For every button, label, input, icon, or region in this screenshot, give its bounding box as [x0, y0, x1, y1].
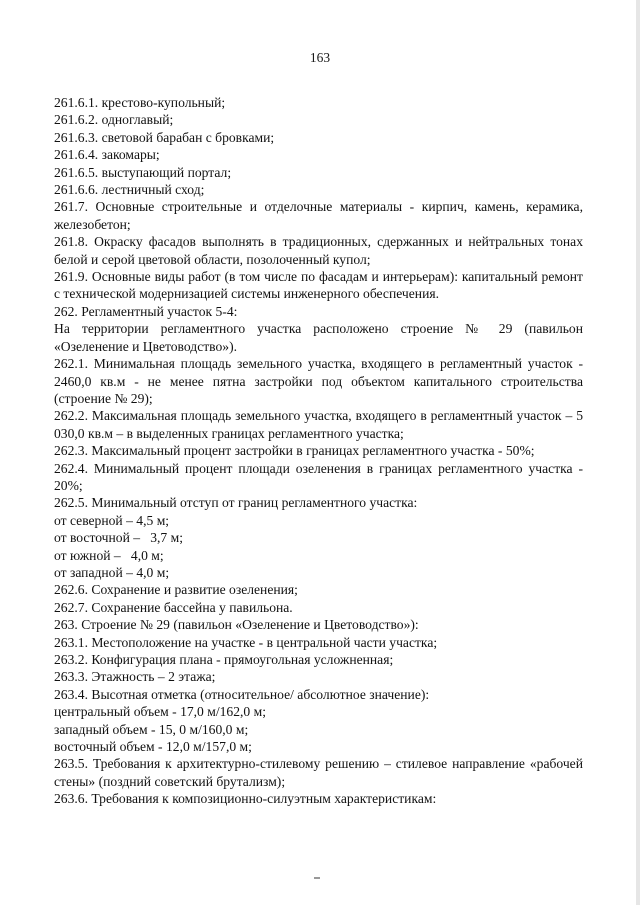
paragraph: 261.7. Основные строительные и отделочные материалы - кирпич, камень, керамика, железобетон; [54, 199, 583, 232]
paragraph: На территории регламентного участка расположено строение № 29 (павильон «Озеленение и Цветоводство»). [54, 321, 583, 354]
paragraph: 261.6.1. крестово-купольный; [54, 95, 226, 110]
paragraph: 261.8. Окраску фасадов выполнять в традиционных, сдержанных и нейтральных тонах белой и серой цветовой области, позолоченный купол; [54, 234, 583, 267]
paragraph: 262.4. Минимальный процент площади озеленения в границах регламентного участка - 20%; [54, 460, 583, 493]
paragraph: 262.3. Максимальный процент застройки в границах регламентного участка - 50%; [54, 443, 535, 459]
paragraph: 263.2. Конфигурация плана - прямоугольная усложненная; [54, 652, 394, 667]
paragraph: 263.4. Высотная отметка (относительное/ абсолютное значение): [54, 686, 430, 702]
paragraph: 262.5. Минимальный отступ от границ регламентного участка: [54, 495, 418, 511]
paragraph: 261.6.6. лестничный сход; [54, 182, 205, 198]
scan-edge-shadow [636, 0, 640, 905]
paragraph: 262.2. Максимальная площадь земельного участка, входящего в регламентный участок – 5 030,0 кв.м – в выделенных границах регламентного участка; [54, 408, 583, 441]
page-number: 163 [309, 50, 331, 65]
paragraph: 261.6.4. закомары; [54, 147, 160, 163]
paragraph: западный объем - 15, 0 м/160,0 м; [54, 721, 249, 737]
paragraph: 263. Строение № 29 (павильон «Озеленение и Цветоводство»): [54, 617, 419, 633]
paragraph: 261.6.3. световой барабан с бровками; [54, 129, 275, 145]
paragraph: 261.6.5. выступающий портал; [54, 164, 232, 180]
paragraph: от восточной – 3,7 м; [54, 530, 184, 546]
paragraph: 261.9. Основные виды работ (в том числе по фасадам и интерьерам): капитальный ремонт с технической модернизацией системы инженерного обеспечения. [54, 269, 583, 302]
paragraph: 263.1. Местоположение на участке - в центральной части участка; [54, 634, 438, 650]
paragraph: 263.5. Требования к архитектурно-стилевому решению – стилевое направление «рабочей стены» (поздний советский брутализм); [54, 756, 583, 789]
paragraph: восточный объем - 12,0 м/157,0 м; [54, 739, 252, 755]
paragraph: 262.1. Минимальная площадь земельного участка, входящего в регламентный участок - 2460,0 кв.м - не менее пятна застройки под объектом капитального строительства (строение № 29); [54, 356, 583, 406]
paragraph: 262.6. Сохранение и развитие озеленения; [54, 582, 298, 598]
paragraph: 262.7. Сохранение бассейна у павильона. [54, 599, 293, 615]
paragraph: от южной – 4,0 м; [54, 547, 164, 563]
paragraph: 261.6.2. одноглавый; [54, 112, 174, 128]
paragraph: 263.3. Этажность – 2 этажа; [54, 669, 216, 685]
paragraph: от северной – 4,5 м; [54, 512, 170, 528]
scan-mark [314, 877, 320, 879]
paragraph: центральный объем - 17,0 м/162,0 м; [54, 704, 266, 720]
document-body [54, 94, 583, 808]
paragraph: от западной – 4,0 м; [54, 564, 170, 580]
paragraph: 262. Регламентный участок 5-4: [54, 303, 238, 319]
paragraph: 263.6. Требования к композиционно-силуэтным характеристикам: [54, 791, 437, 807]
